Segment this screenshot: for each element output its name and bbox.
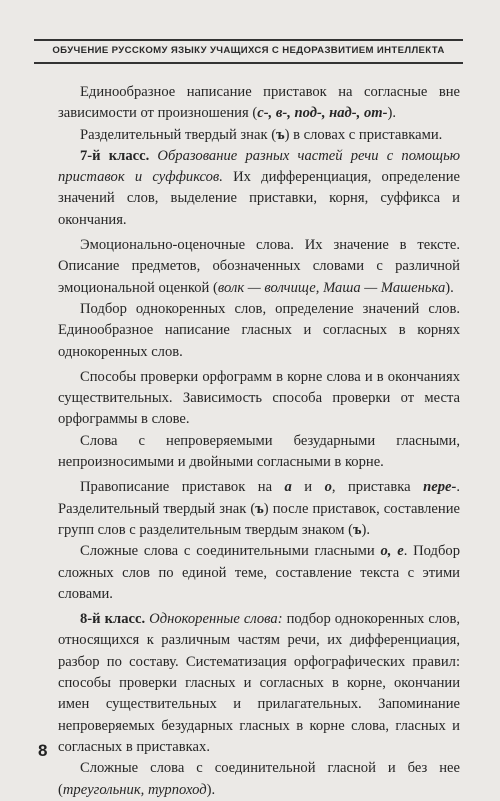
example-text: треугольник, турпоход [62,781,207,798]
text-run: Подбор однокоренных слов, определение значений слов. Единообразное написание гласных и согласных в корнях однокоренных слов. [58,300,460,360]
emphasis-text: пере- [423,479,457,496]
running-header: ОБУЧЕНИЕ РУССКОМУ ЯЗЫКУ УЧАЩИХСЯ С НЕДОРАЗВИТИЕМ ИНТЕЛЛЕКТА [52,45,445,56]
text-run: Способы проверки орфограмм в корне слова и в окончаниях существительных. Зависимость способа проверки от места орфограммы в слове. [58,368,460,428]
text-run: Единообразное написание приставок на согласные вне зависимости от произношения ( [58,84,460,122]
emphasis-text: о [324,479,332,496]
emphasis-text: о, е [380,543,404,560]
example-text: волк — волчище, Маша — Машенька [217,279,446,296]
text-run: Слова с непроверяемыми безударными гласными, непроизносимыми и двойными согласными в корне. [58,432,460,471]
header-rule-top [34,39,463,41]
paragraph [58,235,460,299]
paragraph [58,758,460,801]
paragraph-grade-7 [58,146,460,231]
text-run: ) после приставок, составление групп слов с разделительным твердым знаком ( [58,500,460,538]
emphasis-text: с-, в-, под-, над-, от- [257,105,388,122]
text-run: Сложные слова с соединительной гласной и без нее ( [58,760,460,798]
paragraph [58,82,460,125]
emphasis-text: ъ [352,521,362,538]
text-run: . Разделительный твердый знак ( [58,479,460,517]
topic-heading: Образование разных частей речи с помощью приставок и суффиксов. [58,147,460,186]
text-run: ). [206,781,216,798]
paragraph [58,431,460,474]
text-run: Правописание приставок на [80,479,285,496]
paragraph [58,125,460,146]
page-number: 8 [38,741,48,760]
page-body [58,82,460,801]
text-run: Сложные слова с соединительными гласными [80,543,381,560]
grade-heading: 8-й класс. [80,611,146,628]
emphasis-text: а [284,479,292,496]
text-run: Эмоционально-оценочные слова. Их значение в тексте. Описание предметов, обозначенных словами с различной эмоциональной оценкой ( [58,237,460,296]
paragraph-grade-8 [58,609,460,758]
paragraph [58,477,460,541]
emphasis-text: ъ [276,126,285,143]
text-run: ). [361,521,371,538]
paragraph [58,299,460,363]
header-rule-bottom [34,62,463,64]
emphasis-text: ъ [255,500,264,517]
grade-heading: 7-й класс. [80,147,150,164]
text-run: ) в словах с приставками. [284,126,443,143]
topic-heading: Однокоренные слова: [145,611,283,628]
text-run: . Подбор сложных слов по единой теме, составление текста с этими словами. [58,543,460,602]
paragraph [58,367,460,431]
text-run: , приставка [331,479,424,496]
text-run: Их дифференциация, определение значений слов, выделение приставки, корня, суффикса и окончания. [58,169,461,228]
text-run: ). [387,105,396,122]
text-run: и [291,479,325,496]
text-run: ). [445,279,454,296]
text-run: Разделительный твердый знак ( [80,126,277,143]
paragraph [58,541,460,605]
text-run: подбор однокоренных слов, относящихся к различным частям речи, их дифференциация, разбор по составу. Систематизация орфографических правил: способы проверки гласных и согласных в корне, окончании имен существительных и прилагательных. Запоминание непроверяемых безударных гласных в корне слова, гласных и согласных в приставках. [58,611,460,755]
